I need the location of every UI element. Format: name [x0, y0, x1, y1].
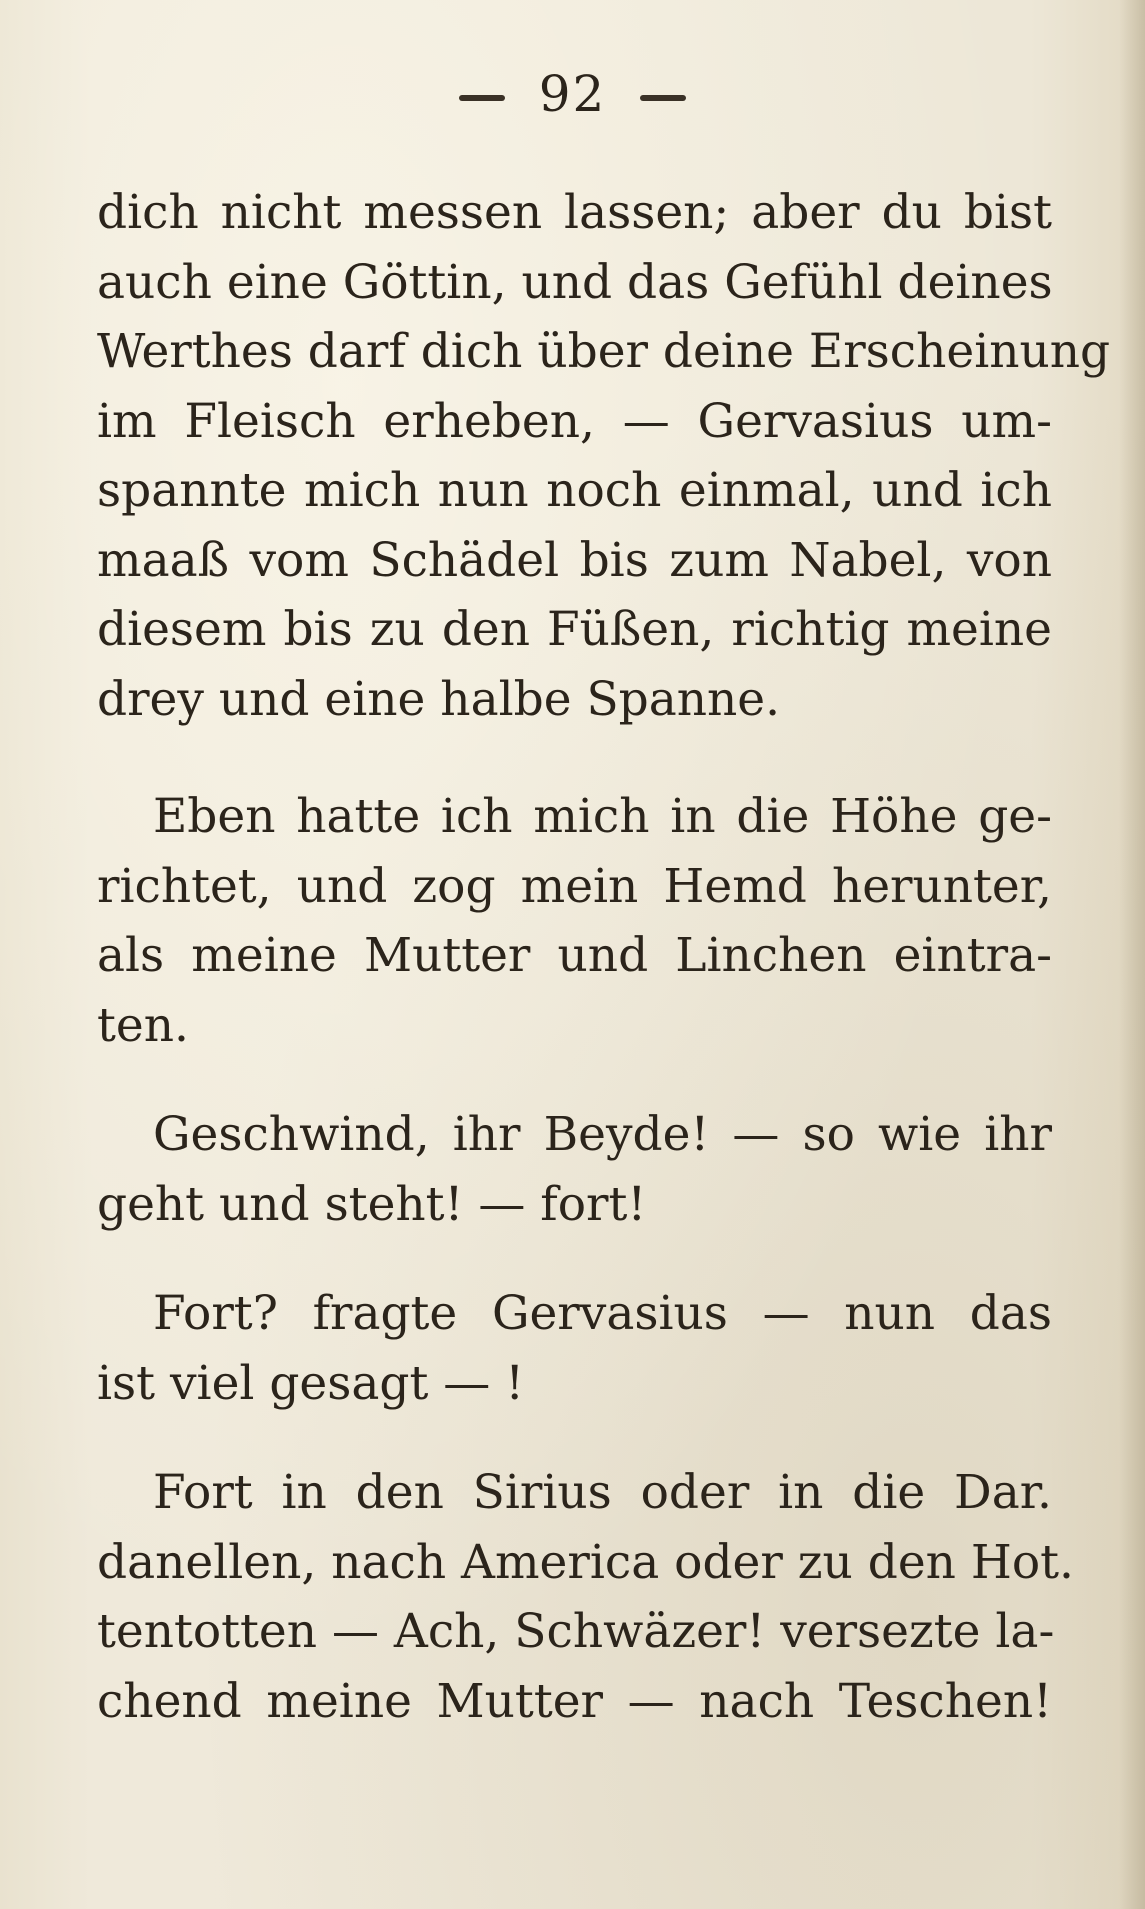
- text-line: als meine Mutter und Linchen eintra-: [97, 928, 1052, 983]
- text-line: danellen, nach America oder zu den Hot.: [97, 1534, 1074, 1590]
- text-line: richtet, und zog mein Hemd herunter,: [97, 858, 1052, 914]
- paragraph-2: [97, 782, 1052, 1060]
- text-line: spannte mich nun noch einmal, und ich: [97, 463, 1052, 518]
- text-line: ist viel gesagt — !: [97, 1355, 525, 1411]
- text-line: auch eine Göttin, und das Gefühl deines: [97, 254, 1053, 310]
- page-number: 92: [538, 65, 607, 123]
- paragraph-gap: [97, 1418, 1052, 1458]
- text-line: Fort? fragte Gervasius — nun das: [153, 1286, 1052, 1341]
- text-line: Eben hatte ich mich in die Höhe ge-: [153, 789, 1052, 844]
- text-line: im Fleisch erheben, — Gervasius um-: [97, 393, 1052, 449]
- text-line: ten.: [97, 997, 189, 1053]
- paragraph-gap: [97, 1060, 1052, 1100]
- paragraph-4: [97, 1279, 1052, 1418]
- paragraph-5: [97, 1458, 1074, 1736]
- text-line: Werthes darf dich über deine Erscheinung: [97, 324, 1111, 379]
- header-dash-left: [459, 95, 505, 101]
- paragraph-3: [97, 1100, 1052, 1239]
- text-line: Fort in den Sirius oder in die Dar.: [153, 1465, 1052, 1520]
- page-header: [0, 64, 1145, 124]
- text-line: diesem bis zu den Füßen, richtig meine: [97, 602, 1052, 657]
- text-line: tentotten — Ach, Schwäzer! versezte la-: [97, 1604, 1055, 1659]
- paragraph-gap: [97, 1239, 1052, 1279]
- text-line: chend meine Mutter — nach Teschen!: [97, 1673, 1052, 1729]
- text-line: drey und eine halbe Spanne.: [97, 671, 781, 727]
- paragraph-1: [97, 178, 1111, 734]
- text-line: dich nicht messen lassen; aber du bist: [97, 185, 1052, 240]
- paragraph-gap: [97, 734, 1052, 782]
- text-line: Geschwind, ihr Beyde! — so wie ihr: [153, 1107, 1052, 1162]
- body-text: [97, 178, 1111, 1736]
- text-line: geht und steht! — fort!: [97, 1176, 647, 1232]
- text-line: maaß vom Schädel bis zum Nabel, von: [97, 532, 1052, 588]
- header-dash-right: [640, 95, 686, 101]
